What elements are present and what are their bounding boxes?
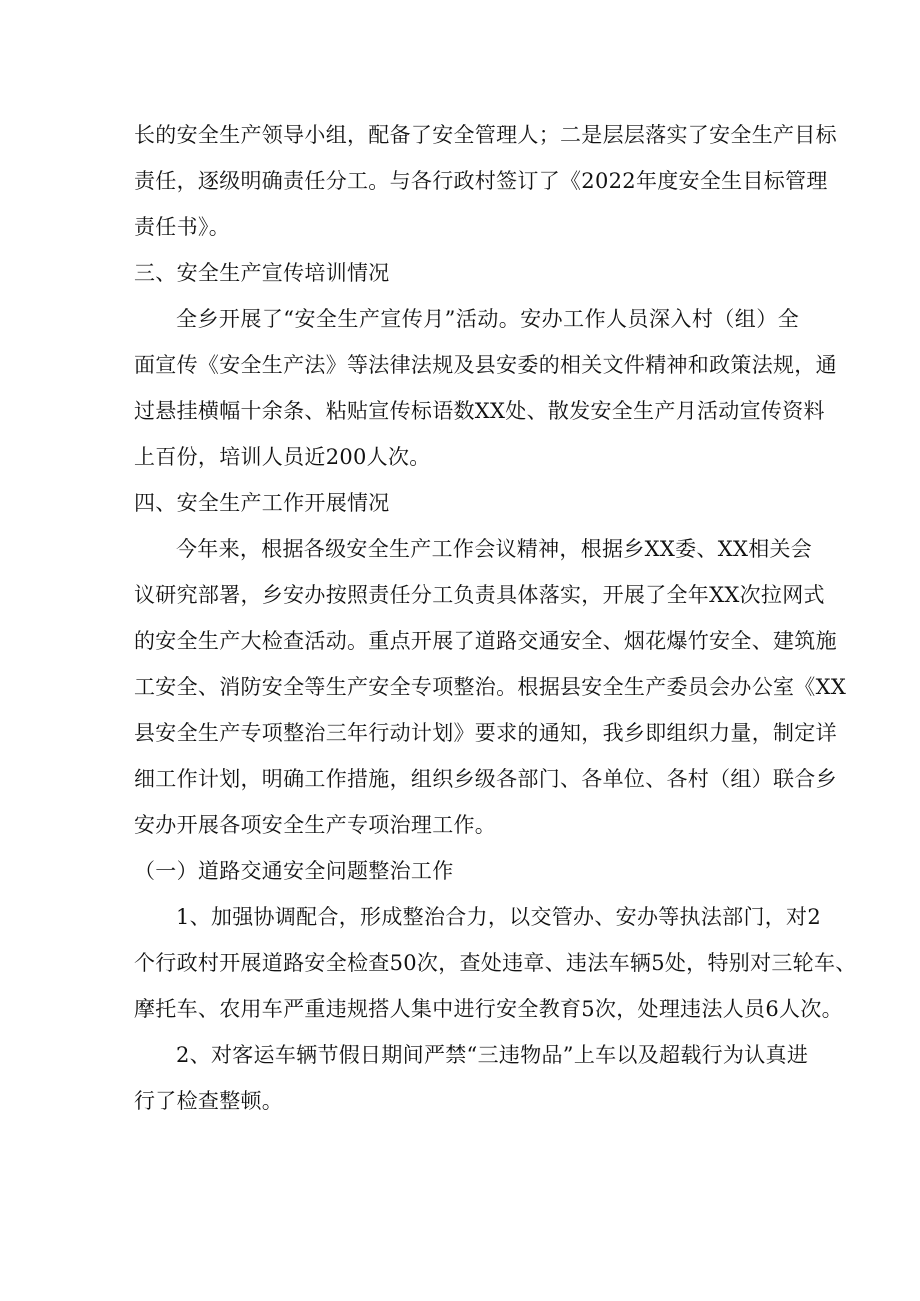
text-line: 工安全、消防安全等生产安全专项整治。根据县安全生产委员会办公室《XX bbox=[134, 675, 847, 699]
text-line: 过悬挂横幅十余条、粘贴宣传标语数XX处、散发安全生产月活动宣传资料 bbox=[134, 399, 825, 423]
text-line: 全乡开展了“安全生产宣传月”活动。安办工作人员深入村（组）全 bbox=[176, 307, 799, 331]
text-line: 长的安全生产领导小组，配备了安全管理人；二是层层落实了安全生产目标 bbox=[134, 123, 837, 147]
paragraph-publicity-training bbox=[134, 296, 837, 480]
text-line: 摩托车、农用车严重违规搭人集中进行安全教育5次，处理违法人员6人次。 bbox=[134, 997, 843, 1021]
text-line: 今年来，根据各级安全生产工作会议精神，根据乡XX委、XX相关会 bbox=[176, 537, 813, 561]
text-line: 县安全生产专项整治三年行动计划》要求的通知，我乡即组织力量，制定详 bbox=[134, 721, 837, 745]
text-line: 责任书》。 bbox=[134, 215, 230, 239]
subsection-heading-road-traffic: （一）道路交通安全问题整治工作 bbox=[134, 859, 454, 883]
text-line: 1、加强协调配合，形成整治合力，以交管办、安办等执法部门，对2 bbox=[176, 905, 822, 929]
text-line: 个行政村开展道路安全检查50次，查处违章、违法车辆5处，特别对三轮车、 bbox=[134, 951, 857, 975]
text-line: 上百份，培训人员近200人次。 bbox=[134, 445, 431, 469]
text-line: 的安全生产大检查活动。重点开展了道路交通安全、烟花爆竹安全、建筑施 bbox=[134, 629, 837, 653]
paragraph-leadership bbox=[134, 112, 837, 250]
text-line: 议研究部署，乡安办按照责任分工负责具体落实，开展了全年XX次拉网式 bbox=[134, 583, 825, 607]
paragraph-item-2 bbox=[134, 1032, 809, 1124]
text-line: 细工作计划，明确工作措施，组织乡级各部门、各单位、各村（组）联合乡 bbox=[134, 767, 837, 791]
text-line: 行了检查整顿。 bbox=[134, 1089, 284, 1113]
document-page bbox=[134, 112, 857, 1124]
paragraph-work-progress bbox=[134, 526, 847, 848]
text-line: 安办开展各项安全生产专项治理工作。 bbox=[134, 813, 497, 837]
text-line: 面宣传《安全生产法》等法律法规及县安委的相关文件精神和政策法规，通 bbox=[134, 353, 837, 377]
paragraph-item-1 bbox=[134, 894, 857, 1032]
text-line: 责任，逐级明确责任分工。与各行政村签订了《2022年度安全生目标管理 bbox=[134, 169, 828, 193]
section-heading-3: 三、安全生产宣传培训情况 bbox=[134, 261, 390, 285]
section-heading-4: 四、安全生产工作开展情况 bbox=[134, 491, 390, 515]
text-line: 2、对客运车辆节假日期间严禁“三违物品”上车以及超载行为认真进 bbox=[176, 1043, 809, 1067]
